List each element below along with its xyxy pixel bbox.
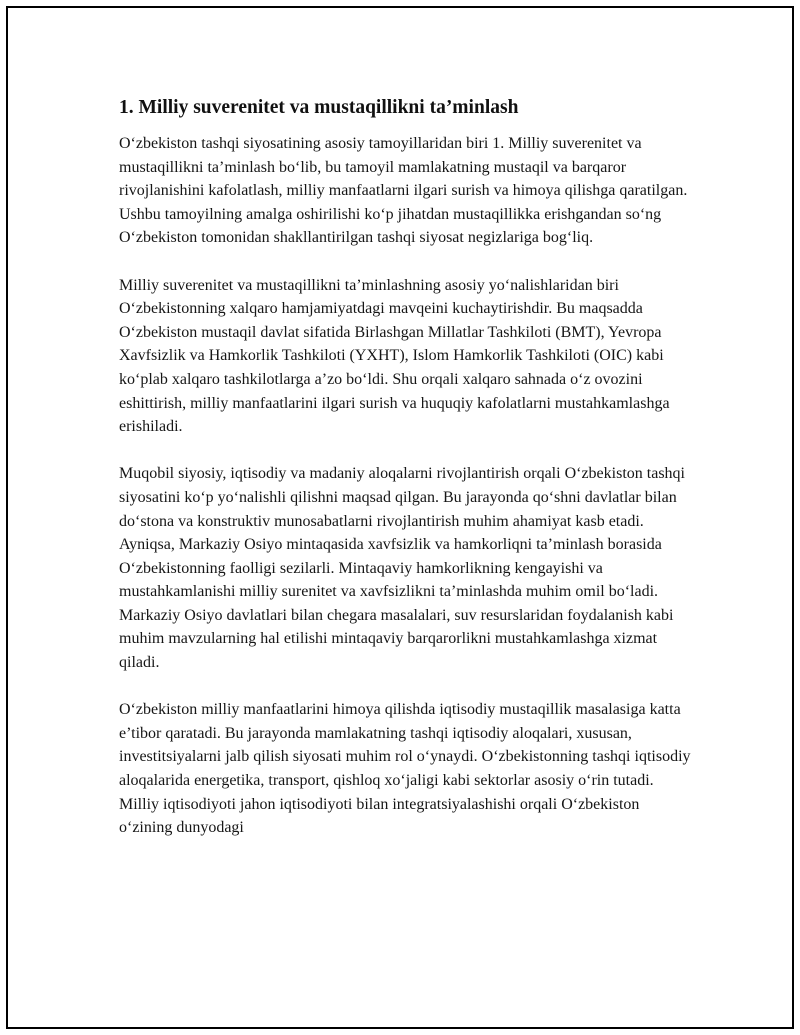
paragraph-4: O‘zbekiston milliy manfaatlarini himoya qilishda iqtisodiy mustaqillik masalasiga katta e’tibor qaratadi. Bu jarayonda mamlakatning tashqi iqtisodiy aloqalari, xususan, investitsiyalarni jalb qilish siyosati muhim rol o‘ynaydi. O‘zbekistonning tashqi iqtisodiy aloqalarida energetika, transport, qishloq xo‘jaligi kabi sektorlar asosiy o‘rin tutadi. Milliy iqtisodiyoti jahon iqtisodiyoti bilan integratsiyalashishi orqali O‘zbekiston o‘zining dunyodagi bbox=[119, 701, 691, 837]
section-heading: 1. Milliy suverenitet va mustaqillikni ta’minlash bbox=[119, 97, 519, 118]
paragraph-1: O‘zbekiston tashqi siyosatining asosiy tamoyillaridan biri 1. Milliy suverenitet va mustaqillikni ta’minlash bo‘lib, bu tamoyil mamlakatning mustaqil va barqaror rivojlanishini kafolatlash, milliy manfaatlarni ilgari surish va himoya qilishga qaratilgan. Ushbu tamoyilning amalga oshirilishi ko‘p jihatdan mustaqillikka erishgandan so‘ng O‘zbekiston tomonidan shakllantirilgan tashqi siyosat negizlariga bog‘liq. bbox=[119, 135, 688, 247]
paragraph-2: Milliy suverenitet va mustaqillikni ta’minlashning asosiy yo‘nalishlaridan biri O‘zbekistonning xalqaro hamjamiyatdagi mavqeini kuchaytirishdir. Bu maqsadda O‘zbekiston mustaqil davlat sifatida Birlashgan Millatlar Tashkiloti (BMT), Yevropa Xavfsizlik va Hamkorlik Tashkiloti (YXHT), Islom Hamkorlik Tashkiloti (OIC) kabi ko‘plab xalqaro tashkilotlarga a’zo bo‘ldi. Shu orqali xalqaro sahnada o‘z ovozini eshittirish, milliy manfaatlarini ilgari surish va huquqiy kafolatlarni mustahkamlashga erishiladi. bbox=[119, 276, 670, 436]
document-page bbox=[6, 6, 794, 1029]
document-body bbox=[119, 96, 694, 863]
paragraph-3: Muqobil siyosiy, iqtisodiy va madaniy aloqalarni rivojlantirish orqali O‘zbekiston tashqi siyosatini ko‘p yo‘nalishli qilishni maqsad qilgan. Bu jarayonda qo‘shni davlatlar bilan do‘stona va konstruktiv munosabatlarni rivojlantirish muhim ahamiyat kasb etadi. Ayniqsa, Markaziy Osiyo mintaqasida xavfsizlik va hamkorliqni ta’minlash borasida O‘zbekistonning faolligi sezilarli. Mintaqaviy hamkorlikning kengayishi va mustahkamlanishi milliy surenitet va xavfsizlikni ta’minlashda muhim omil bo‘ladi. Markaziy Osiyo davlatlari bilan chegara masalalari, suv resurslaridan foydalanish kabi muhim mavzularning hal etilishi mintaqaviy barqarorlikni mustahkamlashga xizmat qiladi. bbox=[119, 465, 685, 672]
